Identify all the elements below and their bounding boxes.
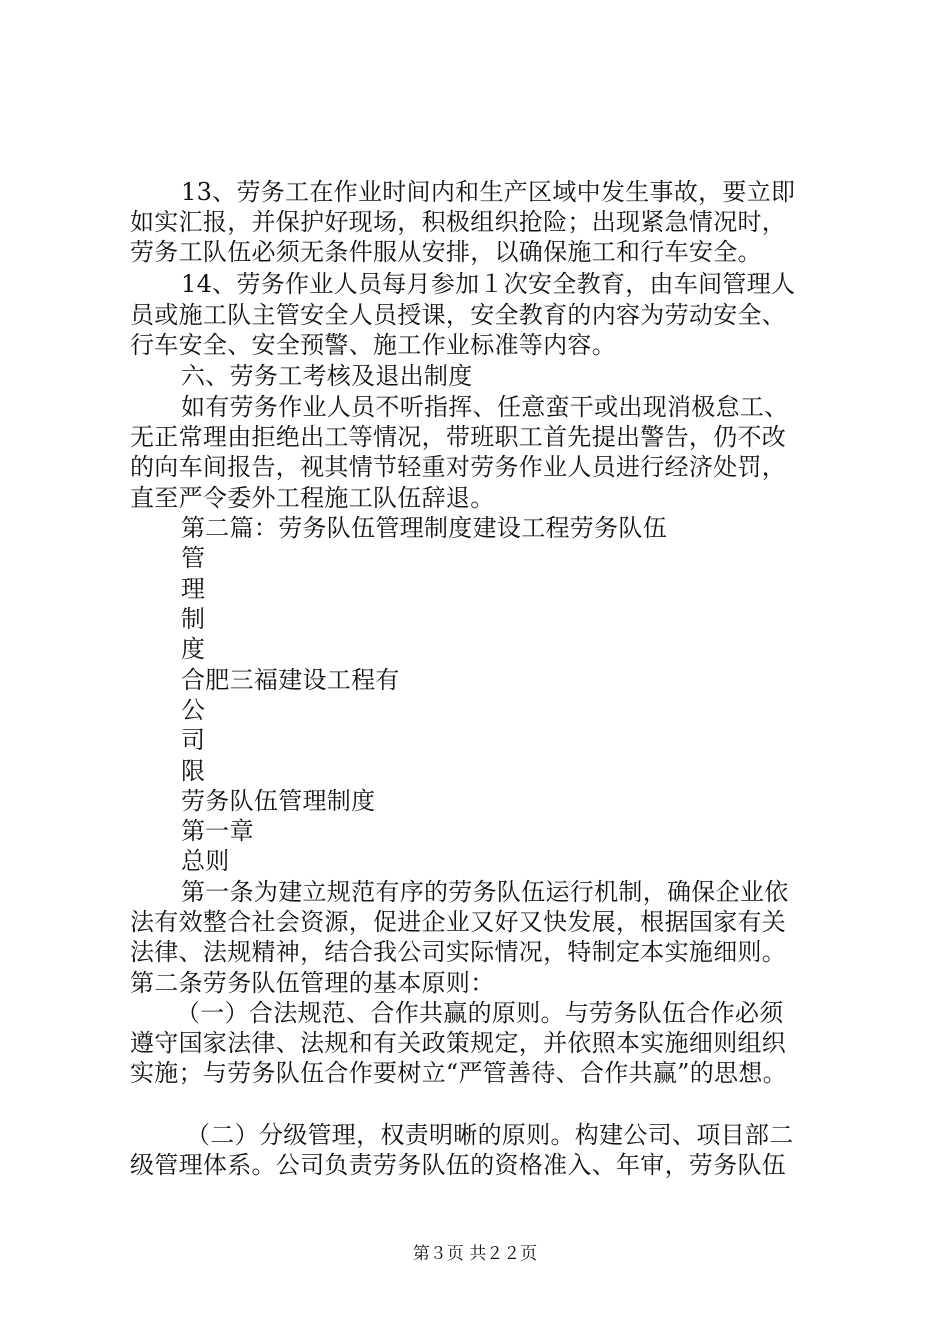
company-char: 司 (181, 726, 206, 754)
title-char: 度 (181, 635, 206, 663)
paragraph-line: 法有效整合社会资源，促进企业又好又快发展，根据国家有关 (130, 908, 787, 936)
company-name: 合肥三福建设工程有 (181, 666, 400, 694)
paragraph-line: （二）分级管理，权责明晰的原则。构建公司、项目部二 (186, 1121, 794, 1149)
paragraph-line: 劳务工队伍必须无条件服从安排，以确保施工和行车安全。 (130, 238, 762, 266)
paragraph-line: 直至严令委外工程施工队伍辞退。 (130, 484, 495, 512)
company-char: 限 (181, 757, 206, 785)
title-char: 管 (181, 544, 206, 572)
paragraph-line: 如实汇报，并保护好现场，积极组织抢险；出现紧急情况时， (130, 208, 787, 236)
paragraph-line: 实施；与劳务队伍合作要树立“严管善待、合作共赢”的思想。 (130, 1059, 787, 1087)
title-char: 理 (181, 575, 206, 603)
section-heading: 六、劳务工考核及退出制度 (181, 362, 473, 390)
chapter-heading: 第一章 (181, 817, 254, 845)
chapter-title: 总则 (181, 847, 230, 875)
paragraph-line: 如有劳务作业人员不听指挥、任意蛮干或出现消极怠工、 (181, 393, 789, 421)
paragraph-line: 的向车间报告，视其情节轻重对劳务作业人员进行经济处罚， (130, 453, 787, 481)
paragraph-line: 第二条劳务队伍管理的基本原则： (130, 969, 495, 997)
paragraph-line: 法律、法规精神，结合我公司实际情况，特制定本实施细则。 (130, 938, 787, 966)
paragraph-line: 无正常理由拒绝出工等情况，带班职工首先提出警告，仍不改 (130, 423, 787, 451)
paragraph-line: 遵守国家法律、法规和有关政策规定，并依照本实施细则组织 (130, 1029, 787, 1057)
paragraph-line: 级管理体系。公司负责劳务队伍的资格准入、年审，劳务队伍 (130, 1151, 787, 1179)
paragraph-line: 行车安全、安全预警、施工作业标准等内容。 (130, 331, 616, 359)
paragraph-line: （一）合法规范、合作共赢的原则。与劳务队伍合作必须 (176, 999, 784, 1027)
paragraph-line: 员或施工队主管安全人员授课，安全教育的内容为劳动安全、 (130, 301, 787, 329)
document-title: 劳务队伍管理制度 (181, 787, 376, 815)
page-footer: 第３页 共２２页 (412, 1244, 538, 1264)
company-char: 公 (181, 696, 206, 724)
paragraph-line: 14、劳务作业人员每月参加１次安全教育，由车间管理人 (181, 270, 796, 298)
paragraph-line: 13、劳务工在作业时间内和生产区域中发生事故，要立即 (181, 178, 796, 206)
part-title: 第二篇：劳务队伍管理制度建设工程劳务队伍 (181, 514, 667, 542)
paragraph-line: 第一条为建立规范有序的劳务队伍运行机制，确保企业依 (181, 878, 789, 906)
title-char: 制 (181, 605, 206, 633)
